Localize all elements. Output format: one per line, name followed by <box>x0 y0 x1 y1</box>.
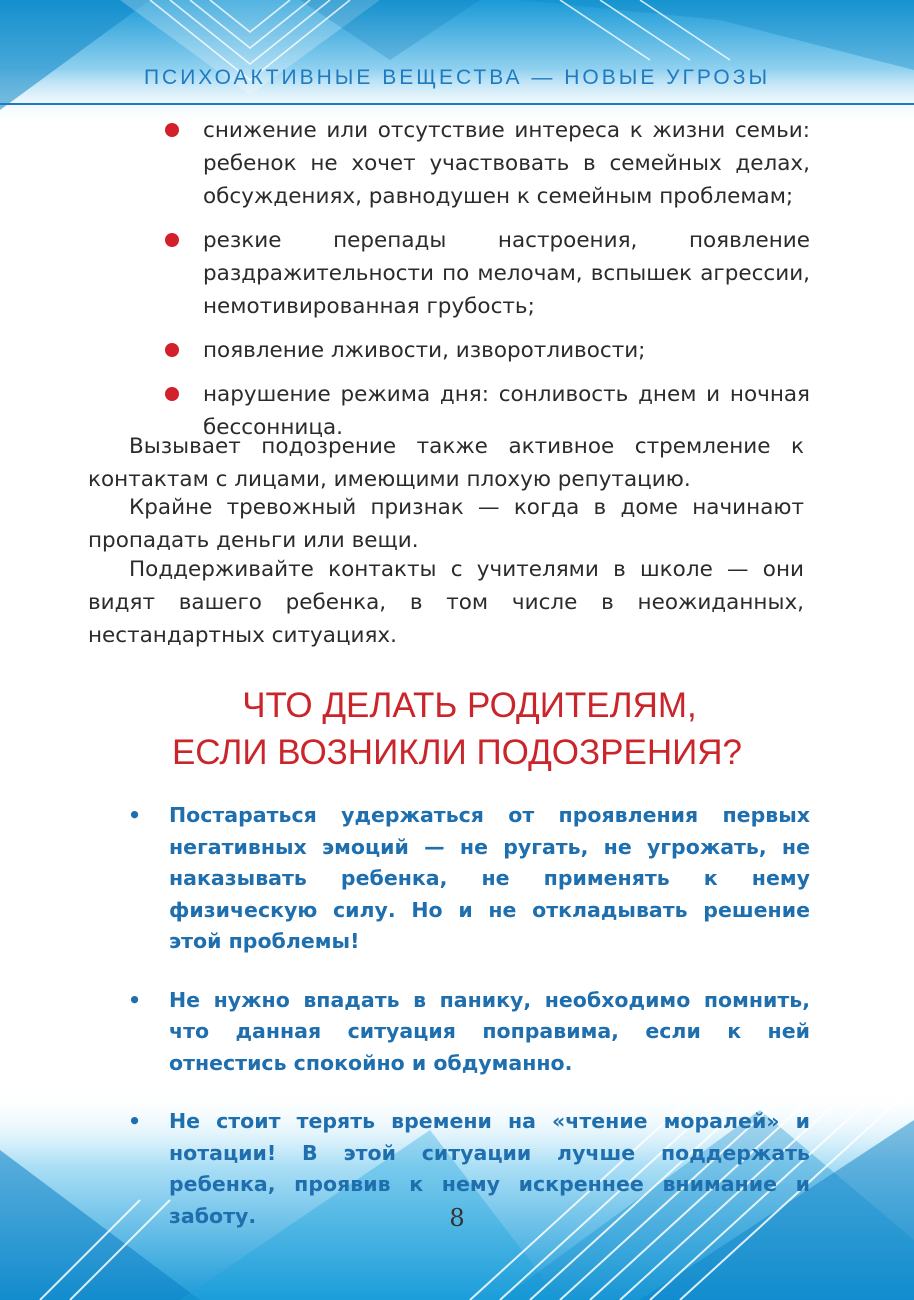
red-bullet-icon <box>165 233 179 247</box>
bullet-icon: • <box>128 1109 142 1133</box>
advice-list <box>126 800 810 1259</box>
red-bullet-icon <box>165 387 179 401</box>
paragraph: Поддерживайте контакты с учителями в школе — они видят вашего ребенка, в том числе в неожиданных, нестандартных ситуациях. <box>88 557 804 648</box>
red-bullet-icon <box>165 343 179 357</box>
list-item: резкие перепады настроения, появление раздражительности по мелочам, вспышек агрессии, немотивированная грубость; <box>160 224 810 323</box>
warning-signs-list <box>160 114 810 455</box>
header-title: ПСИХОАКТИВНЫЕ ВЕЩЕСТВА — НОВЫЕ УГРОЗЫ <box>143 66 771 89</box>
list-item: • Постараться удержаться от проявления первых негативных эмоций — не ругать, не угрожать, не наказывать ребенка, не применять к нему физическую силу. Но и не откладывать решение этой проблемы! <box>126 800 810 958</box>
paragraph: Вызывает подозрение также активное стремление к контактам с лицами, имеющими плохую репутацию. <box>88 434 804 492</box>
list-item: • Не стоит терять времени на «чтение моралей» и нотации! В этой ситуации лучше поддержать ребенка, проявив к нему искреннее внимание и заботу. <box>126 1106 810 1232</box>
list-item: появление лживости, изворотливости; <box>160 334 810 367</box>
paragraph: Крайне тревожный признак — когда в доме начинают пропадать деньги или вещи. <box>88 495 804 553</box>
heading-line: ЕСЛИ ВОЗНИКЛИ ПОДОЗРЕНИЯ? <box>171 733 743 772</box>
red-bullet-icon <box>165 123 179 137</box>
bullet-icon: • <box>128 987 142 1012</box>
section-heading <box>0 682 914 776</box>
page-number: 8 <box>449 1204 465 1232</box>
list-item: снижение или отсутствие интереса к жизни семьи: ребенок не хочет участвовать в семейных делах, обсуждениях, равнодушен к семейным проблемам; <box>160 114 810 213</box>
list-item: • Не нужно впадать в панику, необходимо помнить, что данная ситуация поправима, если к ней отнестись спокойно и обдуманно. <box>126 985 810 1080</box>
list-item: нарушение режима дня: сонливость днем и ночная бессонница. <box>160 378 810 444</box>
heading-line: ЧТО ДЕЛАТЬ РОДИТЕЛЯМ, <box>242 686 697 725</box>
bullet-icon: • <box>128 803 142 827</box>
